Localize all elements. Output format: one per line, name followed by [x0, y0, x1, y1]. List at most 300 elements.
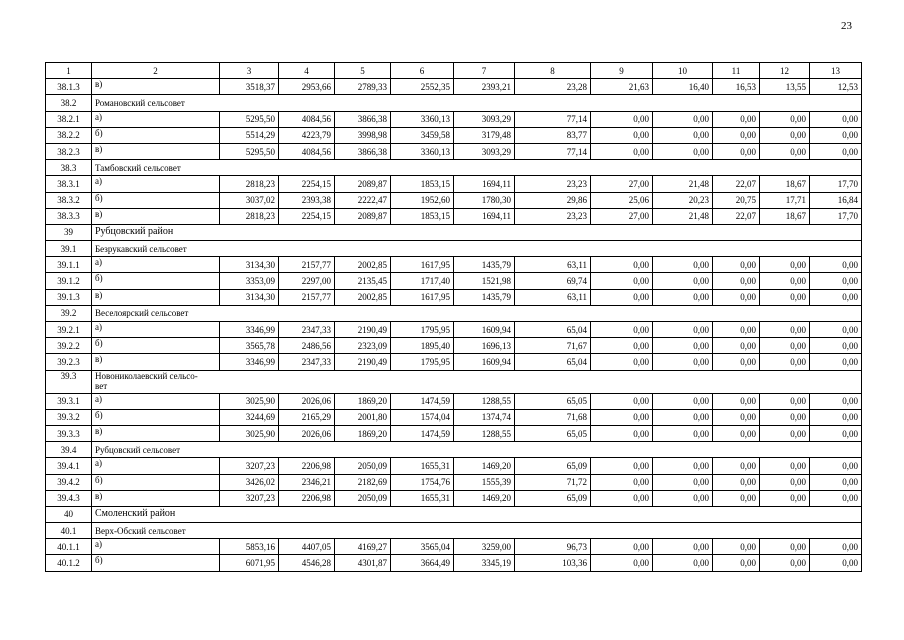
table-row: [46, 338, 862, 354]
value-cell: 103,36: [515, 555, 591, 571]
value-cell: 0,00: [713, 273, 760, 289]
value-cell: 0,00: [591, 539, 653, 555]
value-cell: 2206,98: [279, 458, 335, 474]
row-variant: б): [92, 338, 220, 354]
row-code: 38.1.3: [46, 79, 92, 95]
row-variant: а): [92, 111, 220, 127]
value-cell: 2001,80: [335, 409, 391, 425]
value-cell: 0,00: [591, 393, 653, 409]
row-code: 39.4.1: [46, 458, 92, 474]
column-header: 10: [653, 63, 713, 79]
value-cell: 83,77: [515, 127, 591, 143]
value-cell: 0,00: [810, 393, 862, 409]
column-header: 11: [713, 63, 760, 79]
value-cell: 0,00: [653, 458, 713, 474]
value-cell: 3360,13: [391, 143, 454, 159]
value-cell: 3244,69: [220, 409, 279, 425]
value-cell: 0,00: [810, 143, 862, 159]
value-cell: 0,00: [591, 111, 653, 127]
value-cell: 2206,98: [279, 490, 335, 506]
value-cell: 71,67: [515, 338, 591, 354]
value-cell: 4169,27: [335, 539, 391, 555]
value-cell: 0,00: [810, 257, 862, 273]
value-cell: 2347,33: [279, 322, 335, 338]
value-cell: 0,00: [713, 539, 760, 555]
value-cell: 2347,33: [279, 354, 335, 370]
value-cell: 20,75: [713, 192, 760, 208]
section-row: [46, 305, 862, 321]
column-header: 5: [335, 63, 391, 79]
value-cell: 0,00: [591, 289, 653, 305]
value-cell: 6071,95: [220, 555, 279, 571]
row-code: 38.2.1: [46, 111, 92, 127]
section-name: Рубцовский сельсовет: [92, 442, 862, 458]
value-cell: 1655,31: [391, 490, 454, 506]
value-cell: 3998,98: [335, 127, 391, 143]
value-cell: 0,00: [653, 393, 713, 409]
value-cell: 0,00: [653, 143, 713, 159]
value-cell: 12,53: [810, 79, 862, 95]
section-name: Романовский сельсовет: [92, 95, 862, 111]
value-cell: 17,71: [760, 192, 810, 208]
value-cell: 0,00: [810, 555, 862, 571]
value-cell: 1694,11: [454, 176, 515, 192]
value-cell: 2254,15: [279, 176, 335, 192]
value-cell: 1435,79: [454, 289, 515, 305]
value-cell: 1869,20: [335, 425, 391, 441]
row-code: 38.3.3: [46, 208, 92, 224]
value-cell: 2190,49: [335, 322, 391, 338]
section-name: Тамбовский сельсовет: [92, 160, 862, 176]
value-cell: 2297,00: [279, 273, 335, 289]
value-cell: 0,00: [760, 490, 810, 506]
value-cell: 2222,47: [335, 192, 391, 208]
row-variant: в): [92, 425, 220, 441]
value-cell: 3134,30: [220, 257, 279, 273]
value-cell: 3518,37: [220, 79, 279, 95]
value-cell: 65,04: [515, 322, 591, 338]
section-row: [46, 523, 862, 539]
row-variant: в): [92, 79, 220, 95]
value-cell: 1780,30: [454, 192, 515, 208]
value-cell: 0,00: [810, 539, 862, 555]
value-cell: 0,00: [810, 409, 862, 425]
value-cell: 16,84: [810, 192, 862, 208]
section-name: Верх-Обский сельсовет: [92, 523, 862, 539]
value-cell: 3565,04: [391, 539, 454, 555]
row-variant: а): [92, 257, 220, 273]
value-cell: 2089,87: [335, 208, 391, 224]
value-cell: 0,00: [591, 354, 653, 370]
table-row: [46, 208, 862, 224]
row-variant: в): [92, 143, 220, 159]
value-cell: 0,00: [760, 409, 810, 425]
column-header: 2: [92, 63, 220, 79]
value-cell: 0,00: [713, 425, 760, 441]
value-cell: 2157,77: [279, 257, 335, 273]
value-cell: 1574,04: [391, 409, 454, 425]
value-cell: 0,00: [653, 425, 713, 441]
value-cell: 21,63: [591, 79, 653, 95]
value-cell: 0,00: [760, 338, 810, 354]
column-header: 12: [760, 63, 810, 79]
value-cell: 0,00: [810, 490, 862, 506]
section-name: Новониколаевский сельсо- вет: [92, 370, 862, 393]
value-cell: 1869,20: [335, 393, 391, 409]
value-cell: 0,00: [810, 425, 862, 441]
row-code: 39.4.3: [46, 490, 92, 506]
value-cell: 2026,06: [279, 393, 335, 409]
row-variant: в): [92, 354, 220, 370]
value-cell: 22,07: [713, 176, 760, 192]
row-code: 40.1: [46, 523, 92, 539]
row-variant: а): [92, 458, 220, 474]
value-cell: 1555,39: [454, 474, 515, 490]
value-cell: 3459,58: [391, 127, 454, 143]
row-code: 39.1.3: [46, 289, 92, 305]
table-row: [46, 127, 862, 143]
row-variant: а): [92, 539, 220, 555]
value-cell: 27,00: [591, 176, 653, 192]
value-cell: 0,00: [653, 257, 713, 273]
row-variant: б): [92, 474, 220, 490]
value-cell: 1952,60: [391, 192, 454, 208]
value-cell: 0,00: [760, 257, 810, 273]
value-cell: 18,67: [760, 208, 810, 224]
value-cell: 1617,95: [391, 289, 454, 305]
table-row: [46, 176, 862, 192]
value-cell: 3259,00: [454, 539, 515, 555]
value-cell: 3360,13: [391, 111, 454, 127]
value-cell: 0,00: [591, 555, 653, 571]
section-name: Безрукавский сельсовет: [92, 241, 862, 257]
row-code: 38.3: [46, 160, 92, 176]
row-variant: в): [92, 490, 220, 506]
value-cell: 96,73: [515, 539, 591, 555]
value-cell: 0,00: [591, 409, 653, 425]
section-row: [46, 160, 862, 176]
table-row: [46, 555, 862, 571]
row-code: 39.3.3: [46, 425, 92, 441]
value-cell: 0,00: [591, 474, 653, 490]
value-cell: 2818,23: [220, 176, 279, 192]
value-cell: 1288,55: [454, 425, 515, 441]
value-cell: 3093,29: [454, 143, 515, 159]
value-cell: 0,00: [713, 289, 760, 305]
value-cell: 21,48: [653, 208, 713, 224]
value-cell: 2254,15: [279, 208, 335, 224]
row-code: 39.2: [46, 305, 92, 321]
value-cell: 0,00: [653, 490, 713, 506]
value-cell: 5853,16: [220, 539, 279, 555]
value-cell: 4223,79: [279, 127, 335, 143]
value-cell: 0,00: [810, 289, 862, 305]
row-code: 39.3.1: [46, 393, 92, 409]
value-cell: 4407,05: [279, 539, 335, 555]
value-cell: 2346,21: [279, 474, 335, 490]
value-cell: 2323,09: [335, 338, 391, 354]
value-cell: 1288,55: [454, 393, 515, 409]
row-variant: б): [92, 127, 220, 143]
value-cell: 4084,56: [279, 143, 335, 159]
value-cell: 71,68: [515, 409, 591, 425]
value-cell: 2393,38: [279, 192, 335, 208]
value-cell: 5295,50: [220, 111, 279, 127]
value-cell: 3346,99: [220, 354, 279, 370]
row-variant: б): [92, 555, 220, 571]
value-cell: 3565,78: [220, 338, 279, 354]
value-cell: 13,55: [760, 79, 810, 95]
value-cell: 2135,45: [335, 273, 391, 289]
value-cell: 1754,76: [391, 474, 454, 490]
section-name: Веселоярский сельсовет: [92, 305, 862, 321]
value-cell: 0,00: [653, 409, 713, 425]
value-cell: 0,00: [760, 539, 810, 555]
value-cell: 65,04: [515, 354, 591, 370]
value-cell: 2165,29: [279, 409, 335, 425]
value-cell: 71,72: [515, 474, 591, 490]
value-cell: 1655,31: [391, 458, 454, 474]
value-cell: 1795,95: [391, 354, 454, 370]
value-cell: 3345,19: [454, 555, 515, 571]
value-cell: 77,14: [515, 143, 591, 159]
value-cell: 3866,38: [335, 143, 391, 159]
row-variant: а): [92, 393, 220, 409]
value-cell: 3179,48: [454, 127, 515, 143]
value-cell: 2486,56: [279, 338, 335, 354]
value-cell: 21,48: [653, 176, 713, 192]
row-code: 39.2.1: [46, 322, 92, 338]
value-cell: 29,86: [515, 192, 591, 208]
value-cell: 1469,20: [454, 458, 515, 474]
row-variant: а): [92, 176, 220, 192]
value-cell: 0,00: [591, 273, 653, 289]
value-cell: 3037,02: [220, 192, 279, 208]
value-cell: 1853,15: [391, 176, 454, 192]
table-row: [46, 393, 862, 409]
value-cell: 3207,23: [220, 490, 279, 506]
value-cell: 63,11: [515, 257, 591, 273]
table-row: [46, 474, 862, 490]
value-cell: 0,00: [713, 458, 760, 474]
value-cell: 0,00: [713, 555, 760, 571]
value-cell: 0,00: [713, 322, 760, 338]
value-cell: 0,00: [713, 257, 760, 273]
value-cell: 65,05: [515, 425, 591, 441]
value-cell: 2552,35: [391, 79, 454, 95]
value-cell: 2190,49: [335, 354, 391, 370]
section-row: [46, 95, 862, 111]
column-header: 7: [454, 63, 515, 79]
column-header: 13: [810, 63, 862, 79]
value-cell: 2026,06: [279, 425, 335, 441]
value-cell: 2157,77: [279, 289, 335, 305]
column-header: 4: [279, 63, 335, 79]
value-cell: 1696,13: [454, 338, 515, 354]
value-cell: 3207,23: [220, 458, 279, 474]
row-variant: б): [92, 273, 220, 289]
district-row: [46, 506, 862, 522]
row-code: 39.4: [46, 442, 92, 458]
value-cell: 1853,15: [391, 208, 454, 224]
section-row: [46, 370, 862, 393]
value-cell: 0,00: [653, 111, 713, 127]
column-header: 6: [391, 63, 454, 79]
value-cell: 3346,99: [220, 322, 279, 338]
value-cell: 0,00: [653, 338, 713, 354]
table-row: [46, 409, 862, 425]
row-variant: в): [92, 208, 220, 224]
value-cell: 0,00: [713, 143, 760, 159]
value-cell: 0,00: [810, 474, 862, 490]
row-code: 38.2: [46, 95, 92, 111]
value-cell: 1474,59: [391, 393, 454, 409]
value-cell: 0,00: [653, 289, 713, 305]
value-cell: 0,00: [760, 458, 810, 474]
value-cell: 4546,28: [279, 555, 335, 571]
value-cell: 3426,02: [220, 474, 279, 490]
value-cell: 0,00: [591, 127, 653, 143]
value-cell: 1609,94: [454, 322, 515, 338]
value-cell: 0,00: [713, 127, 760, 143]
value-cell: 1617,95: [391, 257, 454, 273]
value-cell: 1795,95: [391, 322, 454, 338]
row-code: 39.3: [46, 370, 92, 393]
value-cell: 0,00: [760, 474, 810, 490]
value-cell: 0,00: [760, 273, 810, 289]
value-cell: 2182,69: [335, 474, 391, 490]
value-cell: 2002,85: [335, 289, 391, 305]
table-row: [46, 490, 862, 506]
value-cell: 3664,49: [391, 555, 454, 571]
value-cell: 0,00: [810, 127, 862, 143]
row-code: 40.1.1: [46, 539, 92, 555]
value-cell: 2050,09: [335, 490, 391, 506]
value-cell: 23,23: [515, 208, 591, 224]
value-cell: 0,00: [653, 474, 713, 490]
row-variant: б): [92, 192, 220, 208]
value-cell: 0,00: [653, 322, 713, 338]
table-row: [46, 273, 862, 289]
row-code: 39.2.3: [46, 354, 92, 370]
value-cell: 3025,90: [220, 425, 279, 441]
row-code: 39.2.2: [46, 338, 92, 354]
value-cell: 4084,56: [279, 111, 335, 127]
value-cell: 0,00: [760, 127, 810, 143]
district-name: Рубцовский район: [92, 224, 862, 240]
value-cell: 0,00: [760, 289, 810, 305]
value-cell: 3093,29: [454, 111, 515, 127]
column-header: 8: [515, 63, 591, 79]
table-row: [46, 192, 862, 208]
value-cell: 16,40: [653, 79, 713, 95]
value-cell: 0,00: [591, 257, 653, 273]
value-cell: 0,00: [760, 111, 810, 127]
value-cell: 0,00: [713, 354, 760, 370]
value-cell: 65,05: [515, 393, 591, 409]
value-cell: 0,00: [760, 555, 810, 571]
row-variant: б): [92, 409, 220, 425]
table-body: [46, 79, 862, 571]
value-cell: 0,00: [653, 539, 713, 555]
value-cell: 1469,20: [454, 490, 515, 506]
column-number-header-row: [46, 63, 862, 79]
row-code: 39.1.1: [46, 257, 92, 273]
table-row: [46, 111, 862, 127]
value-cell: 5514,29: [220, 127, 279, 143]
value-cell: 0,00: [760, 393, 810, 409]
value-cell: 0,00: [760, 143, 810, 159]
section-row: [46, 442, 862, 458]
value-cell: 0,00: [810, 354, 862, 370]
table-row: [46, 425, 862, 441]
row-code: 38.2.3: [46, 143, 92, 159]
value-cell: 0,00: [591, 322, 653, 338]
table-row: [46, 257, 862, 273]
value-cell: 2953,66: [279, 79, 335, 95]
value-cell: 0,00: [760, 322, 810, 338]
value-cell: 25,06: [591, 192, 653, 208]
value-cell: 77,14: [515, 111, 591, 127]
value-cell: 0,00: [591, 490, 653, 506]
value-cell: 1435,79: [454, 257, 515, 273]
value-cell: 0,00: [713, 111, 760, 127]
row-code: 39.1: [46, 241, 92, 257]
value-cell: 1521,98: [454, 273, 515, 289]
table-row: [46, 79, 862, 95]
value-cell: 2789,33: [335, 79, 391, 95]
value-cell: 3353,09: [220, 273, 279, 289]
value-cell: 0,00: [713, 474, 760, 490]
value-cell: 0,00: [591, 458, 653, 474]
value-cell: 0,00: [653, 273, 713, 289]
value-cell: 69,74: [515, 273, 591, 289]
value-cell: 2050,09: [335, 458, 391, 474]
value-cell: 0,00: [653, 555, 713, 571]
value-cell: 0,00: [760, 425, 810, 441]
row-code: 40: [46, 506, 92, 522]
value-cell: 20,23: [653, 192, 713, 208]
value-cell: 65,09: [515, 458, 591, 474]
row-code: 39: [46, 224, 92, 240]
table-row: [46, 458, 862, 474]
value-cell: 18,67: [760, 176, 810, 192]
column-header: 9: [591, 63, 653, 79]
value-cell: 0,00: [713, 338, 760, 354]
table-row: [46, 322, 862, 338]
row-code: 38.3.2: [46, 192, 92, 208]
value-cell: 1609,94: [454, 354, 515, 370]
value-cell: 1374,74: [454, 409, 515, 425]
value-cell: 0,00: [810, 273, 862, 289]
tariff-table: [45, 62, 862, 572]
value-cell: 0,00: [760, 354, 810, 370]
value-cell: 0,00: [653, 354, 713, 370]
value-cell: 3025,90: [220, 393, 279, 409]
value-cell: 2393,21: [454, 79, 515, 95]
value-cell: 22,07: [713, 208, 760, 224]
value-cell: 1694,11: [454, 208, 515, 224]
value-cell: 17,70: [810, 176, 862, 192]
district-name: Смоленский район: [92, 506, 862, 522]
value-cell: 2818,23: [220, 208, 279, 224]
row-variant: в): [92, 289, 220, 305]
value-cell: 0,00: [713, 393, 760, 409]
row-code: 39.1.2: [46, 273, 92, 289]
value-cell: 0,00: [713, 490, 760, 506]
value-cell: 0,00: [810, 458, 862, 474]
value-cell: 1895,40: [391, 338, 454, 354]
